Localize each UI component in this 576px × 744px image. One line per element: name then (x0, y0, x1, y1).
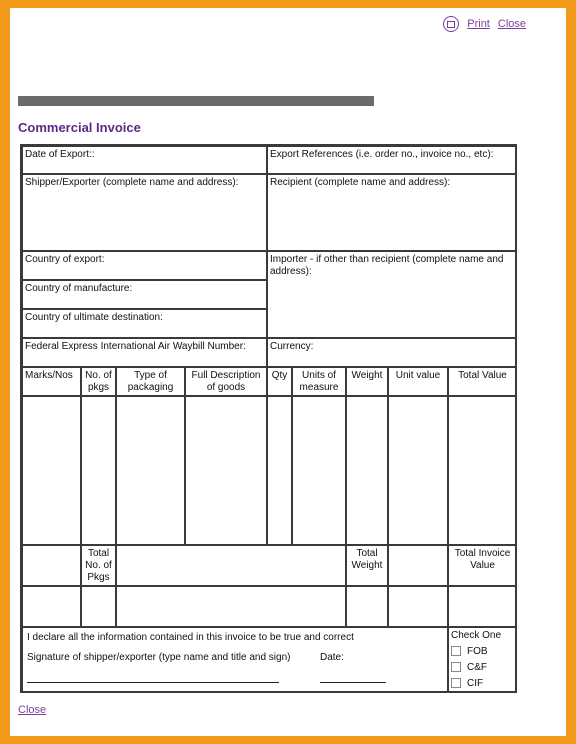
th-weight: Weight (346, 367, 388, 396)
cf-checkbox[interactable] (451, 662, 461, 672)
fob-option[interactable]: FOB (451, 646, 514, 658)
cif-checkbox[interactable] (451, 678, 461, 688)
th-marks: Marks/Nos (22, 367, 81, 396)
awb-field[interactable]: Federal Express International Air Waybill Number: (22, 338, 267, 367)
currency-field[interactable]: Currency: (267, 338, 517, 367)
th-packaging: Type of packaging (116, 367, 185, 396)
total-pkgs-value[interactable] (81, 586, 116, 627)
cf-option[interactable]: C&F (451, 662, 514, 674)
td-packaging[interactable] (116, 396, 185, 545)
cif-option[interactable]: CIF (451, 678, 514, 690)
recipient-field[interactable]: Recipient (complete name and address): (267, 174, 517, 251)
total-pkgs-label: Total No. of Pkgs (81, 545, 116, 586)
totals-unit-blank (388, 545, 448, 586)
close-link[interactable]: Close (497, 18, 526, 30)
print-link[interactable]: Print (467, 18, 490, 30)
date-of-export-field[interactable]: Date of Export:: (22, 146, 267, 174)
th-unit-value: Unit value (388, 367, 448, 396)
bottom-close-link[interactable]: Close (18, 704, 47, 716)
invoice-form (20, 144, 517, 693)
country-of-manufacture-field[interactable]: Country of manufacture: (22, 280, 267, 309)
th-units: Units of measure (292, 367, 346, 396)
country-of-export-field[interactable]: Country of export: (22, 251, 267, 280)
country-of-destination-field[interactable]: Country of ultimate destination: (22, 309, 267, 338)
th-description: Full Description of goods (185, 367, 267, 396)
td-pkgs[interactable] (81, 396, 116, 545)
td-description[interactable] (185, 396, 267, 545)
check-one-section (448, 627, 517, 693)
totals-value-mid (116, 586, 346, 627)
td-marks[interactable] (22, 396, 81, 545)
totals-value-blank (22, 586, 81, 627)
totals-blank (22, 545, 81, 586)
page (10, 8, 566, 736)
signature-line[interactable] (27, 682, 279, 683)
print-icon[interactable] (443, 16, 459, 32)
signature-label: Signature of shipper/exporter (type name and title and sign) (27, 652, 291, 663)
th-total-value: Total Value (448, 367, 517, 396)
th-qty: Qty (267, 367, 292, 396)
totals-value-unit (388, 586, 448, 627)
page-title: Commercial Invoice (18, 120, 141, 135)
total-invoice-value[interactable] (448, 586, 517, 627)
top-links (443, 16, 526, 32)
declaration-section (22, 627, 448, 693)
td-units[interactable] (292, 396, 346, 545)
totals-mid-blank (116, 545, 346, 586)
importer-field[interactable]: Importer - if other than recipient (complete name and address): (267, 251, 517, 338)
export-references-field[interactable]: Export References (i.e. order no., invoice no., etc): (267, 146, 517, 174)
date-label: Date: (320, 652, 344, 663)
th-pkgs: No. of pkgs (81, 367, 116, 396)
date-line[interactable] (320, 682, 386, 683)
declaration-text: I declare all the information contained in this invoice to be true and correct (27, 632, 354, 643)
total-weight-value[interactable] (346, 586, 388, 627)
check-one-title: Check One (451, 630, 502, 641)
total-weight-label: Total Weight (346, 545, 388, 586)
td-weight[interactable] (346, 396, 388, 545)
td-unit-value[interactable] (388, 396, 448, 545)
td-qty[interactable] (267, 396, 292, 545)
divider-bar (18, 96, 374, 106)
fob-checkbox[interactable] (451, 646, 461, 656)
td-total-value[interactable] (448, 396, 517, 545)
total-invoice-label: Total Invoice Value (448, 545, 517, 586)
shipper-field[interactable]: Shipper/Exporter (complete name and address): (22, 174, 267, 251)
